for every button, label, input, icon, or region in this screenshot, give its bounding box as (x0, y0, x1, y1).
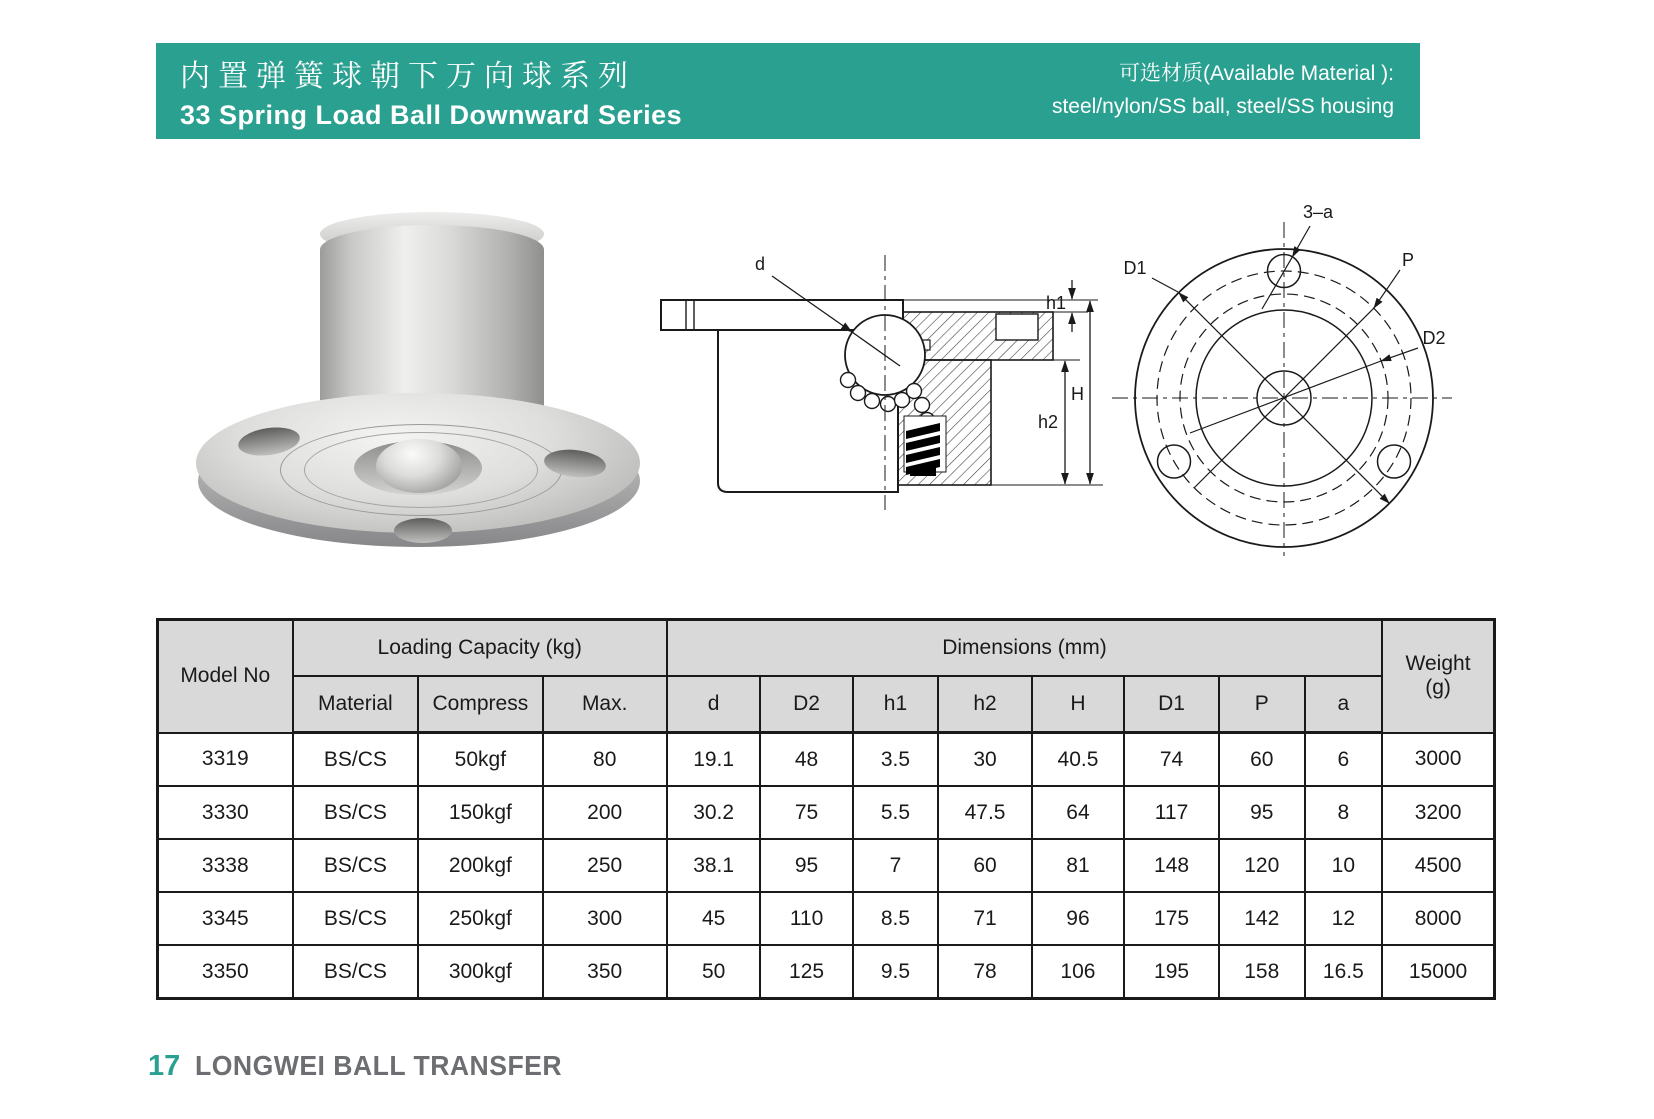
table-cell: 350 (543, 945, 667, 999)
table-cell: BS/CS (293, 945, 419, 999)
brand-name: LONGWEI BALL TRANSFER (195, 1050, 563, 1081)
table-cell: 3338 (158, 839, 293, 892)
table-cell: 3330 (158, 786, 293, 839)
table-cell: 117 (1124, 786, 1219, 839)
table-cell: 106 (1032, 945, 1124, 999)
table-cell: 250kgf (418, 892, 542, 945)
table-cell: 30 (938, 733, 1032, 787)
tv-label-p: P (1401, 250, 1415, 270)
table-cell: 96 (1032, 892, 1124, 945)
col-header-D1: D1 (1124, 676, 1219, 733)
col-header-model-no: Model No (158, 620, 293, 733)
table-cell: 8.5 (853, 892, 939, 945)
col-header-P: P (1219, 676, 1305, 733)
available-material (1052, 58, 1394, 123)
cs-label-H: H (1071, 384, 1084, 404)
col-header-weight (1382, 620, 1494, 733)
table-row (158, 839, 1495, 892)
series-title-chinese: 内置弹簧球朝下万向球系列 (180, 59, 636, 94)
table-cell: 120 (1219, 839, 1305, 892)
table-header-row-groups (158, 620, 1495, 677)
table-cell: 95 (760, 839, 852, 892)
table-cell: 8000 (1382, 892, 1494, 945)
product-photo (172, 200, 652, 565)
table-cell: 45 (667, 892, 761, 945)
table-cell: 47.5 (938, 786, 1032, 839)
cs-screw-recess (996, 314, 1038, 340)
col-header-loading-capacity: Loading Capacity (kg) (293, 620, 667, 677)
table-cell: 64 (1032, 786, 1124, 839)
table-cell: BS/CS (293, 839, 419, 892)
table-cell: BS/CS (293, 892, 419, 945)
col-header-material: Material (293, 676, 419, 733)
table-cell: 15000 (1382, 945, 1494, 999)
col-header-weight-line1: Weight (1405, 652, 1471, 676)
table-cell: 71 (938, 892, 1032, 945)
tv-p-leader (1374, 270, 1400, 308)
table-cell: 78 (938, 945, 1032, 999)
table-cell: 300kgf (418, 945, 542, 999)
table-row (158, 733, 1495, 787)
table-cell: 10 (1305, 839, 1383, 892)
table-cell: 3350 (158, 945, 293, 999)
table-cell: 19.1 (667, 733, 761, 787)
col-header-d: d (667, 676, 761, 733)
tv-d2-dimension (1190, 361, 1381, 433)
table-cell: 40.5 (1032, 733, 1124, 787)
table-cell: 38.1 (667, 839, 761, 892)
available-material-label: 可选材质(Available Material ): (1118, 62, 1394, 86)
table-cell: 110 (760, 892, 852, 945)
table-header-row-sub (158, 676, 1495, 733)
photo-bolt-hole (394, 518, 452, 543)
col-header-h1: h1 (853, 676, 939, 733)
spec-table (156, 618, 1496, 1000)
tv-label-d1: D1 (1123, 258, 1147, 278)
table-row (158, 892, 1495, 945)
cs-label-h2: h2 (1037, 412, 1058, 432)
table-cell: 195 (1124, 945, 1219, 999)
table-cell: 95 (1219, 786, 1305, 839)
table-cell: 30.2 (667, 786, 761, 839)
series-titles (180, 51, 682, 131)
table-cell: 48 (760, 733, 852, 787)
table-cell: 158 (1219, 945, 1305, 999)
col-header-max: Max. (543, 676, 667, 733)
table-cell: 300 (543, 892, 667, 945)
col-header-H: H (1032, 676, 1124, 733)
table-row (158, 786, 1495, 839)
cs-label-d: d (754, 254, 766, 274)
table-cell: 3319 (158, 733, 293, 787)
series-title-english: 33 Spring Load Ball Downward Series (180, 100, 683, 130)
table-cell: 60 (1219, 733, 1305, 787)
table-cell: 50 (667, 945, 761, 999)
page-number: 17 (148, 1050, 181, 1082)
tv-label-holes: 3–a (1302, 202, 1334, 222)
table-cell: 12 (1305, 892, 1383, 945)
table-cell: 74 (1124, 733, 1219, 787)
table-cell: 5.5 (853, 786, 939, 839)
tv-d1-leader (1152, 278, 1178, 292)
col-header-d2: D2 (760, 676, 852, 733)
table-cell: 200 (543, 786, 667, 839)
table-cell: 60 (938, 839, 1032, 892)
table-cell: 250 (543, 839, 667, 892)
col-header-dimensions: Dimensions (mm) (667, 620, 1382, 677)
table-cell: 50kgf (418, 733, 542, 787)
table-cell: 8 (1305, 786, 1383, 839)
table-cell: 4500 (1382, 839, 1494, 892)
table-cell: 3000 (1382, 733, 1494, 787)
available-material-value: steel/nylon/SS ball, steel/SS housing (1051, 95, 1394, 118)
table-cell: 200kgf (418, 839, 542, 892)
photo-ball (376, 439, 462, 493)
table-cell: 125 (760, 945, 852, 999)
table-cell: BS/CS (293, 786, 419, 839)
table-cell: 150kgf (418, 786, 542, 839)
table-cell: 175 (1124, 892, 1219, 945)
table-cell: 9.5 (853, 945, 939, 999)
col-header-weight-line2: (g) (1425, 676, 1451, 700)
photo-cylinder (320, 225, 544, 415)
page-footer (148, 1050, 582, 1083)
tv-holes-leader-tail (1262, 257, 1292, 309)
table-cell: 3.5 (853, 733, 939, 787)
cross-section-drawing (648, 200, 1108, 520)
table-cell: 81 (1032, 839, 1124, 892)
table-cell: 3200 (1382, 786, 1494, 839)
table-cell: BS/CS (293, 733, 419, 787)
table-cell: 3345 (158, 892, 293, 945)
top-view-drawing (1060, 190, 1455, 560)
col-header-compress: Compress (418, 676, 542, 733)
table-row (158, 945, 1495, 999)
table-cell: 80 (543, 733, 667, 787)
tv-holes-leader (1292, 226, 1310, 257)
table-cell: 7 (853, 839, 939, 892)
cs-label-h1: h1 (1045, 293, 1066, 313)
col-header-h2: h2 (938, 676, 1032, 733)
tv-d2-leader (1381, 348, 1418, 361)
table-cell: 75 (760, 786, 852, 839)
table-cell: 6 (1305, 733, 1383, 787)
col-header-a: a (1305, 676, 1383, 733)
tv-label-d2: D2 (1422, 328, 1446, 348)
series-header-banner (156, 43, 1420, 139)
spec-table-body (158, 733, 1495, 999)
table-cell: 142 (1219, 892, 1305, 945)
table-cell: 148 (1124, 839, 1219, 892)
table-cell: 16.5 (1305, 945, 1383, 999)
